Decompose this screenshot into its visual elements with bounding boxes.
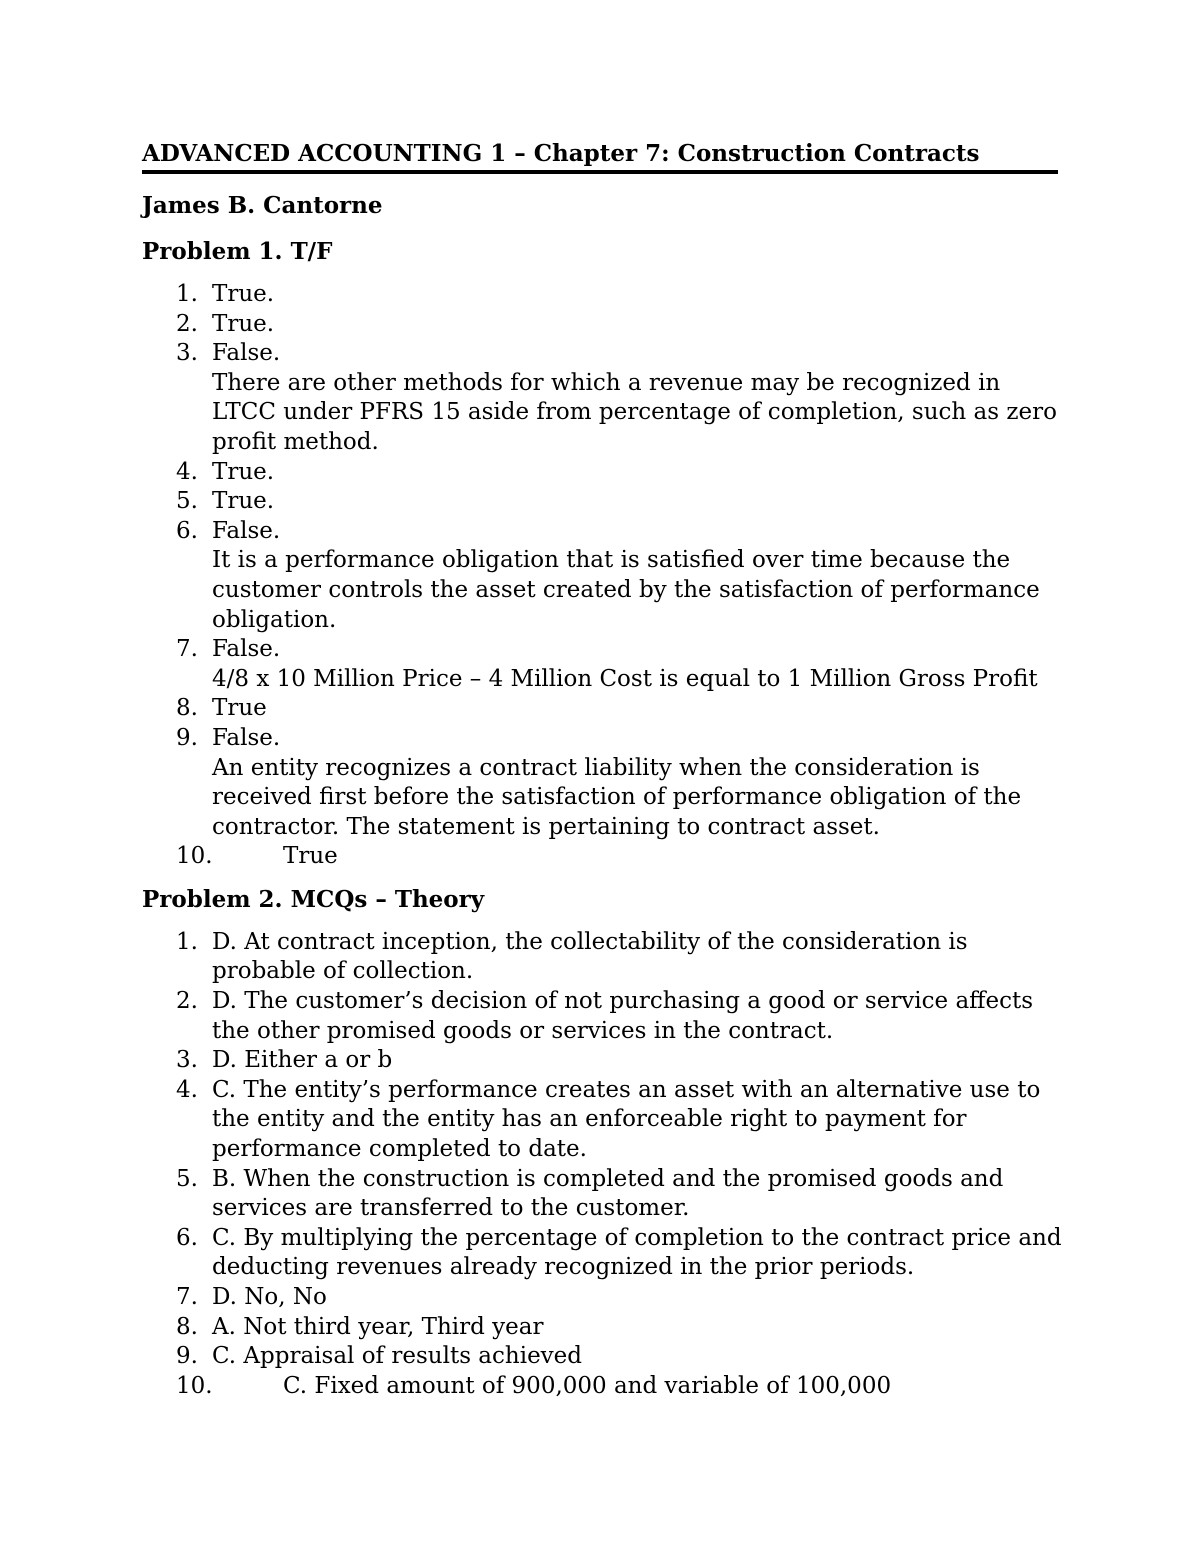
problem-1-list	[142, 280, 1062, 872]
item-number: 8.	[176, 695, 198, 722]
item-answer: B. When the construction is completed and the promised goods and services are transferred to the customer.	[212, 1165, 1004, 1222]
list-item	[142, 694, 1062, 724]
problem-2-list	[142, 928, 1062, 1402]
item-answer: True	[283, 843, 338, 870]
list-item	[142, 458, 1062, 488]
item-answer: True.	[212, 488, 275, 515]
item-number: 6.	[176, 517, 198, 544]
author-name: James B. Cantorne	[142, 192, 383, 219]
item-explanation: An entity recognizes a contract liability when the consideration is received first before the satisfaction of performance obligation of the contractor. The statement is pertaining to contract asset.	[212, 754, 1022, 840]
list-item	[142, 987, 1062, 1046]
item-number: 7.	[176, 636, 198, 663]
item-number: 4.	[176, 458, 198, 485]
list-item	[142, 1046, 1062, 1076]
item-answer: C. Fixed amount of 900,000 and variable of 100,000	[283, 1372, 892, 1399]
item-answer: True.	[212, 458, 275, 485]
item-number: 10.	[176, 843, 213, 870]
item-number: 2.	[176, 988, 198, 1015]
list-item	[142, 487, 1062, 517]
list-item	[142, 1283, 1062, 1313]
list-item	[142, 1224, 1062, 1283]
item-number: 9.	[176, 1343, 198, 1370]
problem-2-heading: Problem 2. MCQs – Theory	[142, 885, 485, 913]
list-item	[142, 280, 1062, 310]
item-explanation: It is a performance obligation that is satisfied over time because the customer controls the asset created by the satisfaction of performance obligation.	[212, 547, 1040, 633]
problem-1-heading: Problem 1. T/F	[142, 238, 333, 265]
item-answer: False.	[212, 340, 281, 367]
document-title: ADVANCED ACCOUNTING 1 – Chapter 7: Construction Contracts	[142, 138, 1058, 174]
list-item	[142, 310, 1062, 340]
item-number: 3.	[176, 340, 198, 367]
item-number: 10.	[176, 1372, 213, 1399]
item-answer: A. Not third year, Third year	[212, 1313, 544, 1340]
document-page	[142, 138, 1062, 1401]
item-answer: C. The entity’s performance creates an asset with an alternative use to the entity and the entity has an enforceable right to payment for performance completed to date.	[212, 1076, 1041, 1163]
item-answer: D. No, No	[212, 1284, 327, 1310]
item-answer: D. At contract inception, the collectability of the consideration is probable of collection.	[212, 928, 968, 985]
item-number: 5.	[176, 1165, 198, 1192]
list-item	[142, 724, 1062, 842]
list-item	[142, 635, 1062, 694]
list-item	[142, 1076, 1062, 1165]
item-answer: True.	[212, 310, 275, 337]
item-answer: False.	[212, 636, 281, 663]
item-number: 9.	[176, 724, 198, 751]
item-answer: False.	[212, 517, 281, 544]
list-item	[142, 1165, 1062, 1224]
list-item	[142, 928, 1062, 987]
item-number: 1.	[176, 281, 198, 307]
item-number: 5.	[176, 488, 198, 515]
list-item	[142, 1313, 1062, 1343]
item-number: 3.	[176, 1047, 198, 1074]
item-number: 8.	[176, 1313, 198, 1340]
list-item	[142, 517, 1062, 635]
list-item	[142, 842, 1062, 872]
list-item	[142, 1342, 1062, 1372]
item-number: 7.	[176, 1284, 198, 1310]
item-answer: False.	[212, 724, 281, 751]
item-number: 6.	[176, 1224, 198, 1251]
item-explanation: There are other methods for which a revenue may be recognized in LTCC under PFRS 15 aside from percentage of completion, such as zero profit method.	[212, 369, 1057, 455]
item-answer: D. The customer’s decision of not purchasing a good or service affects the other promised goods or services in the contract.	[212, 988, 1034, 1044]
list-item	[142, 339, 1062, 457]
item-answer: True	[212, 695, 267, 722]
item-answer: True.	[212, 281, 275, 307]
item-number: 4.	[176, 1076, 198, 1103]
item-answer: D. Either a or b	[212, 1047, 393, 1074]
item-answer: C. By multiplying the percentage of completion to the contract price and deducting revenues already recognized in the prior periods.	[212, 1224, 1062, 1281]
item-explanation: 4/8 x 10 Million Price – 4 Million Cost is equal to 1 Million Gross Profit	[212, 665, 1038, 692]
item-answer: C. Appraisal of results achieved	[212, 1343, 583, 1370]
list-item	[142, 1372, 1062, 1402]
item-number: 1.	[176, 928, 198, 955]
item-number: 2.	[176, 310, 198, 337]
